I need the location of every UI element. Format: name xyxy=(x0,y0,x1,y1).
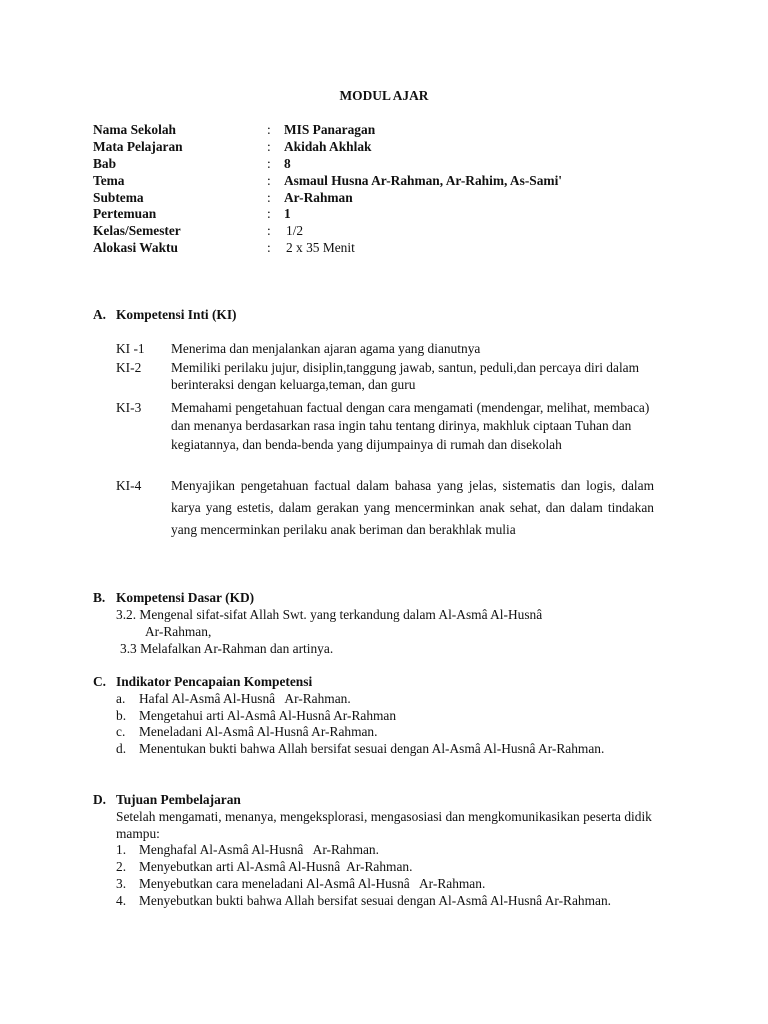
identity-colon: : xyxy=(267,190,271,205)
ki-code: KI-3 xyxy=(116,400,142,415)
list-item: Menentukan bukti bahwa Allah bersifat sesuai dengan Al-Asmâ Al-Husnâ Ar-Rahman. xyxy=(139,741,605,756)
identity-label: Kelas/Semester xyxy=(93,223,181,238)
identity-value: 1/2 xyxy=(286,223,304,238)
tujuan-intro: Setelah mengamati, menanya, mengeksplorasi, mengasosiasi dan mengkomunikasikan peserta didik mampu: xyxy=(116,809,652,841)
list-marker: 3. xyxy=(116,876,127,891)
list-marker: 2. xyxy=(116,859,127,874)
identity-label: Bab xyxy=(93,156,117,171)
kd-line: Ar-Rahman, xyxy=(145,624,212,639)
identity-colon: : xyxy=(267,173,271,188)
identity-value: Asmaul Husna Ar-Rahman, Ar-Rahim, As-Sami' xyxy=(284,173,563,188)
identity-value: 2 x 35 Menit xyxy=(286,240,355,255)
ki-code: KI -1 xyxy=(116,341,145,356)
ki-text: Menyajikan pengetahuan factual dalam bahasa yang jelas, sistematis dan logis, dalam karya yang estetis, dalam gerakan yang mencerminkan anak sehat, dan dalam tindakan yang mencerminkan perilaku anak beriman dan berakhlak mulia xyxy=(171,478,654,537)
section-title: Kompetensi Dasar (KD) xyxy=(116,590,255,605)
list-marker: 4. xyxy=(116,893,127,908)
list-marker: d. xyxy=(116,741,127,756)
identity-label: Nama Sekolah xyxy=(93,122,176,137)
identity-label: Tema xyxy=(93,173,125,188)
section-title: Indikator Pencapaian Kompetensi xyxy=(116,674,313,689)
ki-text: Menerima dan menjalankan ajaran agama yang dianutnya xyxy=(171,341,481,356)
list-item: Menghafal Al-Asmâ Al-Husnâ Ar-Rahman. xyxy=(139,842,379,857)
identity-value: MIS Panaragan xyxy=(284,122,376,137)
section-letter: C. xyxy=(93,674,107,689)
section-title: Kompetensi Inti (KI) xyxy=(116,307,237,322)
identity-value: 1 xyxy=(284,206,291,221)
section-letter: D. xyxy=(93,792,107,807)
ki-code: KI-2 xyxy=(116,360,142,375)
identity-colon: : xyxy=(267,139,271,154)
list-item: Menyebutkan bukti bahwa Allah bersifat sesuai dengan Al-Asmâ Al-Husnâ Ar-Rahman. xyxy=(139,893,612,908)
kd-line: 3.3 Melafalkan Ar-Rahman dan artinya. xyxy=(120,641,334,656)
identity-label: Pertemuan xyxy=(93,206,157,221)
section-title: Tujuan Pembelajaran xyxy=(116,792,241,807)
list-marker: c. xyxy=(116,724,126,739)
identity-label: Mata Pelajaran xyxy=(93,139,183,154)
list-item: Menyebutkan cara meneladani Al-Asmâ Al-Husnâ Ar-Rahman. xyxy=(139,876,486,891)
ki-text: Memiliki perilaku jujur, disiplin,tanggung jawab, santun, peduli,dan percaya diri dalam berinteraksi dengan keluarga,teman, dan guru xyxy=(171,360,640,392)
identity-colon: : xyxy=(267,240,271,255)
identity-colon: : xyxy=(267,223,271,238)
ki-code: KI-4 xyxy=(116,478,142,493)
kd-line: 3.2. Mengenal sifat-sifat Allah Swt. yang terkandung dalam Al-Asmâ Al-Husnâ xyxy=(116,607,543,622)
list-item: Hafal Al-Asmâ Al-Husnâ Ar-Rahman. xyxy=(139,691,351,706)
list-item: Mengetahui arti Al-Asmâ Al-Husnâ Ar-Rahman xyxy=(139,708,397,723)
section-letter: A. xyxy=(93,307,107,322)
identity-colon: : xyxy=(267,122,271,137)
identity-value: Akidah Akhlak xyxy=(284,139,372,154)
list-marker: 1. xyxy=(116,842,127,857)
list-item: Meneladani Al-Asmâ Al-Husnâ Ar-Rahman. xyxy=(139,724,378,739)
identity-colon: : xyxy=(267,206,271,221)
list-marker: b. xyxy=(116,708,127,723)
identity-label: Alokasi Waktu xyxy=(93,240,178,255)
list-item: Menyebutkan arti Al-Asmâ Al-Husnâ Ar-Rahman. xyxy=(139,859,413,874)
identity-label: Subtema xyxy=(93,190,144,205)
identity-value: Ar-Rahman xyxy=(284,190,353,205)
identity-colon: : xyxy=(267,156,271,171)
document-title: MODUL AJAR xyxy=(339,88,429,103)
list-marker: a. xyxy=(116,691,126,706)
ki-text: Memahami pengetahuan factual dengan cara mengamati (mendengar, melihat, membaca) dan menanya berdasarkan rasa ingin tahu tentang dirinya, makhluk ciptaan Tuhan dan kegiatannya, dan benda-benda yang dijumpainya di rumah dan disekolah xyxy=(171,400,650,452)
section-letter: B. xyxy=(93,590,106,605)
identity-value: 8 xyxy=(284,156,291,171)
